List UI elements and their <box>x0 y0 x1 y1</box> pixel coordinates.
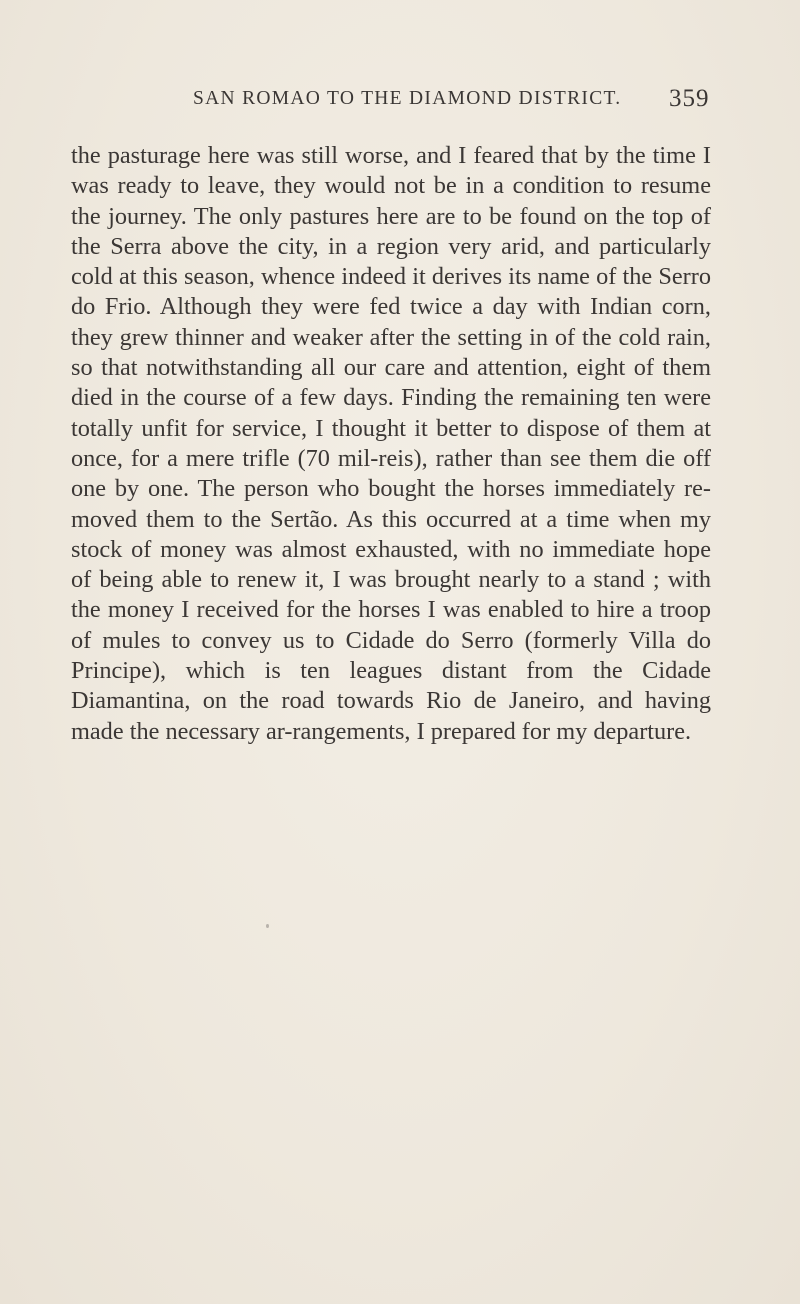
page-number: 359 <box>669 85 710 112</box>
running-head-title: SAN ROMAO TO THE DIAMOND DISTRICT. <box>193 88 622 109</box>
paper-speck <box>266 924 269 928</box>
running-head <box>0 85 800 128</box>
body-paragraph: the pasturage here was still worse, and I feared that by the time I was ready to leave, they would not be in a condition to resume the journey. The only pastures here are to be found on the top of the Serra above the city, in a region very arid, and particularly cold at this season, whence indeed it derives its name of the Serro do Frio. Although they were fed twice a day with Indian corn, they grew thinner and weaker after the setting in of the cold rain, so that notwithstanding all our care and attention, eight of them died in the course of a few days. Finding the remaining ten were totally unfit for service, I thought it better to dispose of them at once, for a mere trifle (70 mil-reis), rather than see them die off one by one. The person who bought the horses immediately re-moved them to the Sertão. As this occurred at a time when my stock of money was almost exhausted, with no immediate hope of being able to renew it, I was brought nearly to a stand ; with the money I received for the horses I was enabled to hire a troop of mules to convey us to Cidade do Serro (formerly Villa do Principe), which is ten leagues distant from the Cidade Diamantina, on the road towards Rio de Janeiro, and having made the necessary ar-rangements, I prepared for my departure. <box>71 142 711 745</box>
